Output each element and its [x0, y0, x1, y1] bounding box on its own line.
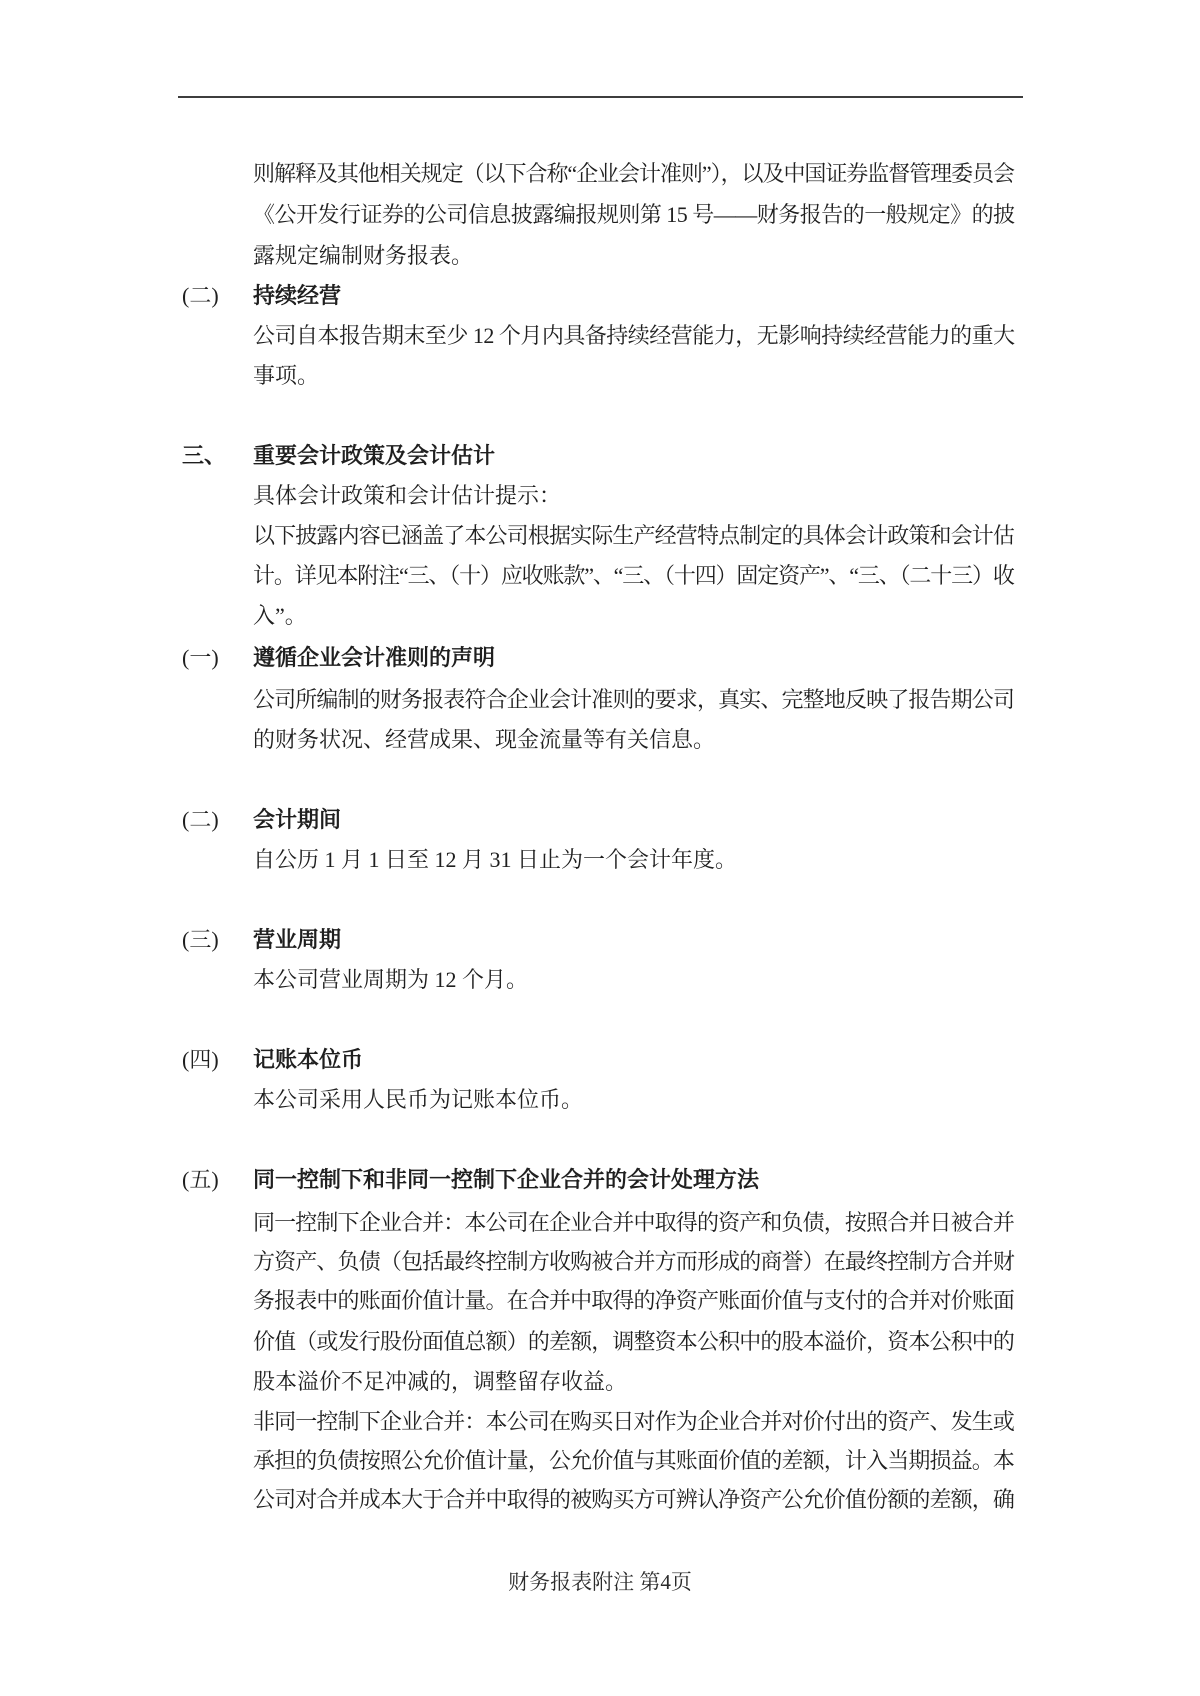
- body-line: 露规定编制财务报表。: [253, 243, 474, 268]
- header-rule: [178, 96, 1023, 98]
- section-label: (二): [182, 283, 219, 308]
- section-title: 持续经营: [253, 283, 342, 308]
- page-footer: 财务报表附注 第4页: [508, 1570, 692, 1594]
- section-heading-business-combination: [182, 1164, 759, 1196]
- section-title: 遵循企业会计准则的声明: [253, 645, 496, 670]
- section-title: 营业周期: [253, 927, 342, 952]
- section-title: 同一控制下和非同一控制下企业合并的会计处理方法: [253, 1167, 760, 1192]
- body-line: 公司对合并成本大于合并中取得的被购买方可辨认净资产公允价值份额的差额，确: [253, 1487, 1015, 1512]
- section-heading-operating-cycle: [182, 924, 341, 956]
- section-title: 会计期间: [253, 807, 342, 832]
- body-line: 务报表中的账面价值计量。在合并中取得的净资产账面价值与支付的合并对价账面: [253, 1288, 1015, 1313]
- body-line: 入”。: [253, 603, 307, 628]
- chapter-heading-accounting-policies: [182, 440, 495, 472]
- body-line: 事项。: [253, 363, 320, 388]
- body-line: 价值（或发行股份面值总额）的差额，调整资本公积中的股本溢价，资本公积中的: [253, 1329, 1015, 1354]
- section-label: (二): [182, 807, 219, 832]
- body-line: 具体会计政策和会计估计提示：: [253, 483, 562, 508]
- body-line: 公司自本报告期末至少 12 个月内具备持续经营能力，无影响持续经营能力的重大: [253, 323, 1015, 348]
- chapter-title: 重要会计政策及会计估计: [253, 443, 496, 468]
- section-title: 记账本位币: [253, 1047, 364, 1072]
- section-heading-going-concern: [182, 280, 341, 312]
- body-line: 以下披露内容已涵盖了本公司根据实际生产经营特点制定的具体会计政策和会计估: [253, 523, 1015, 548]
- body-line: 的财务状况、经营成果、现金流量等有关信息。: [253, 727, 716, 752]
- body-line: 本公司营业周期为 12 个月。: [253, 967, 529, 992]
- body-line: 则解释及其他相关规定（以下合称“企业会计准则”），以及中国证券监督管理委员会: [253, 161, 1015, 186]
- chapter-label: 三、: [182, 443, 227, 468]
- section-heading-functional-currency: [182, 1044, 363, 1076]
- section-label: (三): [182, 927, 219, 952]
- section-label: (一): [182, 645, 219, 670]
- body-line: 计。详见本附注“三、（十）应收账款”、“三、（十四）固定资产”、“三、（二十三）收: [253, 563, 1014, 588]
- body-line: 《公开发行证券的公司信息披露编报规则第 15 号——财务报告的一般规定》的披: [253, 202, 1015, 227]
- body-line: 公司所编制的财务报表符合企业会计准则的要求，真实、完整地反映了报告期公司: [253, 687, 1015, 712]
- section-heading-accounting-period: [182, 804, 341, 836]
- body-line: 自公历 1 月 1 日至 12 月 31 日止为一个会计年度。: [253, 847, 738, 872]
- body-line: 股本溢价不足冲减的，调整留存收益。: [253, 1369, 628, 1394]
- body-line: 非同一控制下企业合并：本公司在购买日对作为企业合并对价付出的资产、发生或: [253, 1409, 1015, 1434]
- section-heading-compliance: [182, 642, 495, 674]
- section-label: (五): [182, 1167, 219, 1192]
- body-line: 本公司采用人民币为记账本位币。: [253, 1087, 584, 1112]
- section-label: (四): [182, 1047, 219, 1072]
- body-line: 同一控制下企业合并：本公司在企业合并中取得的资产和负债，按照合并日被合并: [253, 1210, 1015, 1235]
- body-line: 方资产、负债（包括最终控制方收购被合并方而形成的商誉）在最终控制方合并财: [253, 1249, 1015, 1274]
- body-line: 承担的负债按照公允价值计量，公允价值与其账面价值的差额，计入当期损益。本: [253, 1448, 1015, 1473]
